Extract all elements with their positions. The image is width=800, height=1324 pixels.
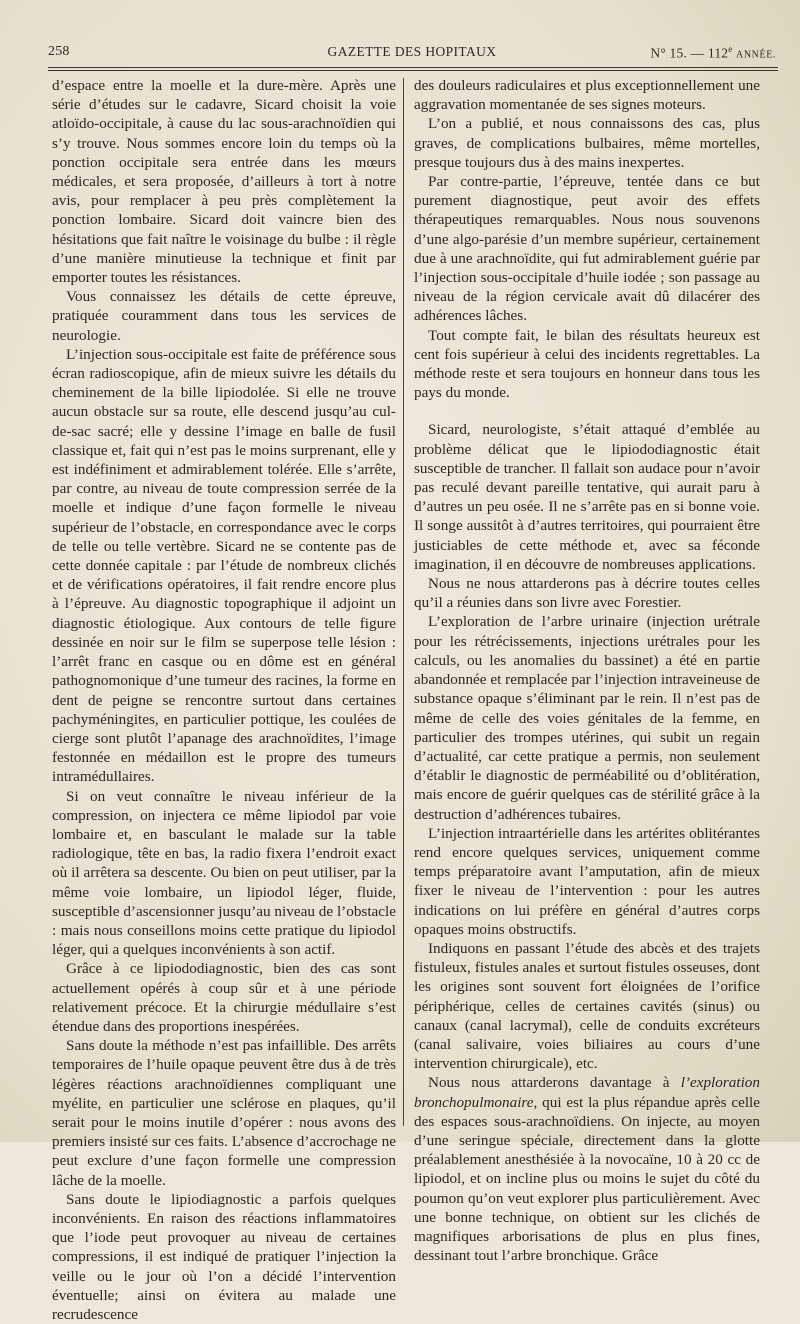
header-rule-bottom xyxy=(48,70,778,71)
paragraph: des douleurs radiculaires et plus exceptionnellement une aggravation momentanée de ses signes moteurs. xyxy=(414,77,760,114)
column-divider xyxy=(403,78,404,1126)
running-header xyxy=(48,42,776,64)
header-rule-top xyxy=(48,67,778,68)
paragraph: d’espace entre la moelle et la dure-mère. Après une série d’études sur le cadavre, Sicard choisit la voie atloïdo-occipitale, à cause du lac sous-arachnoïdien qui s’y trouve. Nous sommes encore loin du temps où la ponction occipitale sera entrée dans les mœurs médicales, et sera proposée, d’ailleurs à tort à notre avis, pour remplacer à peu près complètement la ponction lombaire. Sicard doit vaincre bien des hésitations que fait naître le voisinage du bulbe : il règle d’une manière minutieuse la technique et finit par emporter toutes les résistances. xyxy=(52,77,396,287)
paragraph: L’injection sous-occipitale est faite de préférence sous écran radioscopique, afin de mieux suivre les détails du cheminement de la bille lipiodolée. Si elle ne trouve aucun obstacle sur sa route, elle descend jusqu’au cul-de-sac sacré; elle y dessine l’image en balle de fusil classique et, fait qui n’est pas le moins surprenant, elle y est indéfiniment et admirablement tolérée. Elle s’arrête, par contre, au niveau de toute compression serrée de la moelle et indique d’une façon formelle le niveau supérieur de l’obstacle, en correspondance avec le corps de telle ou telle vertèbre. Sicard ne se contente pas de cette donnée capitale : par l’étude de nombreux clichés et de vérifications opératoires, il fait rendre encore plus à l’épreuve. Au diagnostic topographique il adjoint un diagnostic étiologique. Aux contours de telle figure dessinée en noir sur le film se superpose telle lésion : l’arrêt franc en casque ou en dôme est en général pathognomonique d’une tumeur des racines, la forme en dent de peigne se rencontre surtout dans certaines pachyméningites, en particulier pottique, les coulées de cierge sont plutôt l’apanage des arachnoïdites, l’image festonnée en médaillon est le propre des tumeurs intramédullaires. xyxy=(52,345,396,786)
paragraph: Par contre-partie, l’épreuve, tentée dans ce but purement diagnostique, peut avoir des effets thérapeutiques remarquables. Nous nous souvenons d’une algo-parésie d’un membre supérieur, certainement due à une arachnoïdite, qui fut admirablement guérie par l’injection sous-occipitale d’huile iodée ; son passage au niveau de la région cervicale avait dû dilacérer des adhérences lâches. xyxy=(414,173,760,325)
page-number: 258 xyxy=(48,44,70,59)
paragraph-bronchopulmonary: Nous nous attarderons davantage à l’exploration bronchopulmonaire, qui est la plus répandue après celle des espaces sous-arachnoïdiens. On injecte, au moyen d’une seringue spéciale, directement dans la glotte préalablement anesthésiée à la novocaïne, 10 à 20 cc de lipiodol, et on incline plus ou moins le sujet du côté du poumon qu’on veut explorer plus particulièrement. Avec une bonne technique, on obtient sur les clichés de magnifiques arborisations de plus en plus fines, dessinant tout l’arbre bronchique. Grâce xyxy=(414,1074,760,1265)
paragraph: Si on veut connaître le niveau inférieur de la compression, on injectera ce même lipiodol par voie lombaire et, en basculant le malade sur la table radiologique, tête en bas, la radio fixera l’endroit exact où il arrêtera sa descente. Ou bien on peut utiliser, par la même voie lombaire, un lipiodol léger, fluide, susceptible d’ascensionner jusqu’au niveau de l’obstacle : mais nous conseillons moins cette pratique du lipiodol léger, qui a quelques inconvénients à son actif. xyxy=(52,787,396,959)
paragraph: Sans doute le lipiodiagnostic a parfois quelques inconvénients. En raison des réactions inflammatoires que l’iode peut provoquer au niveau de certaines compressions, il est indiqué de pratiquer l’injection la veille ou le jour où l’on a décidé l’intervention éventuelle; ainsi on évitera au malade une recrudescence xyxy=(52,1190,396,1323)
right-column xyxy=(414,76,760,1265)
paragraph: Grâce à ce lipiododiagnostic, bien des cas sont actuellement opérés à coup sûr et à une période relativement précoce. Et la chirurgie médullaire s’est étendue dans des proportions inespérées. xyxy=(52,960,396,1035)
paragraph: Sicard, neurologiste, s’était attaqué d’emblée au problème délicat que le lipiododiagnostic était susceptible de trancher. Il fallait son audace pour n’avoir pas reculé devant pareille tentative, qui aurait paru à d’autres un peu osée. Il ne s’arrête pas en si bonne voie. Il songe aussitôt à d’autres territoires, qui pourraient être justiciables de cette méthode et, avec sa féconde imagination, il en découvre de nombreuses applications. xyxy=(414,421,760,573)
paragraph: L’exploration de l’arbre urinaire (injection urétrale pour les rétrécissements, injections urétrales pour les calculs, ou les anomalies du bassinet) a été en partie abandonnée et remplacée par l’injection intraveineuse de substance opaque s’éliminant par le rein. Il n’est pas de même de celle des voies génitales de la femme, en particulier des trompes utérines, qui subit un regain d’actualité, car cette pratique a permis, non seulement d’établir le diagnostic de perméabilité ou d’oblitération, mais encore de guérir quelques cas de stérilité grâce à la destruction d’adhérences tubaires. xyxy=(414,613,760,823)
paragraph: L’on a publié, et nous connaissons des cas, plus graves, de complications bulbaires, même mortelles, presque toujours dus à des mains inexpertes. xyxy=(414,115,760,171)
left-column xyxy=(52,76,396,1324)
paragraph: Sans doute la méthode n’est pas infaillible. Des arrêts temporaires de l’huile opaque peuvent être dus à de très légères réactions arachnoïdiennes compliquant une myélite, en particulier une sclérose en plaques, qu’il serait pour le moins inutile d’opérer : nous avons des premiers insisté sur ces faits. L’absence d’accrochage ne peut exclure d’une façon formelle une compression lâche de la moelle. xyxy=(52,1037,396,1189)
paragraph: Nous ne nous attarderons pas à décrire toutes celles qu’il a réunies dans son livre avec Forestier. xyxy=(414,575,760,612)
journal-title: GAZETTE DES HOPITAUX xyxy=(327,44,497,59)
issue-number: N° 15. — 112e ANNÉE. xyxy=(650,44,776,61)
paragraph: Vous connaissez les détails de cette épreuve, pratiquée couramment dans tous les services de neurologie. xyxy=(52,288,396,344)
paragraph: Tout compte fait, le bilan des résultats heureux est cent fois supérieur à celui des incidents regrettables. La méthode reste et sera toujours en honneur dans tous les pays du monde. xyxy=(414,326,760,402)
paragraph: L’injection intraartérielle dans les artérites oblitérantes rend encore quelques services, uniquement comme temps préparatoire avant l’amputation, afin de mieux fixer le niveau de l’intervention : pour les autres indications on lui préfère en général d’autres corps opaques moins obstructifs. xyxy=(414,824,760,938)
paragraph: Indiquons en passant l’étude des abcès et des trajets fistuleux, fistules anales et surtout fistules osseuses, dont les origines sont souvent fort éloignées de l’orifice périphérique, celles de certaines cavités (sinus) ou canaux (canal lacrymal), celle de conduits excréteurs (canal salivaire, voies biliaires au cours d’une intervention chirurgicale), etc. xyxy=(414,939,760,1073)
